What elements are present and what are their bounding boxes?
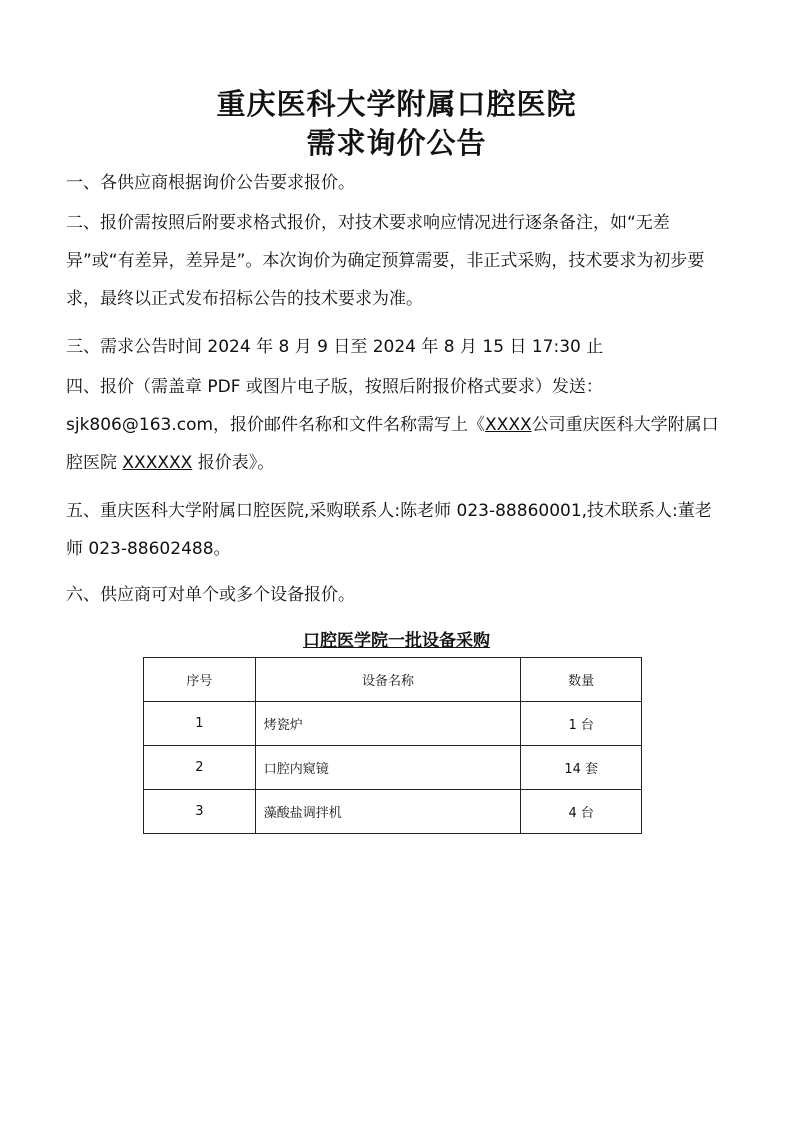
item-4-text-c: 报价表》。 [192,453,275,473]
table-row [144,790,642,834]
item-4-text-b: 公司重庆医科大学附属口腔医院 [66,415,719,473]
row-name: 口腔内窥镜 [255,746,521,790]
row-qty: 1 台 [521,702,642,746]
row-name: 藻酸盐调拌机 [255,790,521,834]
table-row [144,702,642,746]
company-placeholder: XXXX [485,415,532,435]
item-4-text-a: 四、报价（需盖章 PDF 或图片电子版，按照后附报价格式要求）发送：sjk806@163.com，报价邮件名称和文件名称需写上《 [66,377,603,435]
row-index: 2 [144,746,256,790]
item-6: 六、供应商可对单个或多个设备报价。 [66,585,355,605]
item-3: 三、需求公告时间 2024 年 8 月 9 日至 2024 年 8 月 15 日 17:30 止 [66,337,604,357]
page-subtitle: 需求询价公告 [306,126,487,160]
row-name: 烤瓷炉 [255,702,521,746]
page-title: 重庆医科大学附属口腔医院 [216,87,577,121]
equipment-table [143,657,642,834]
item-2: 二、报价需按照后附要求格式报价，对技术要求响应情况进行逐条备注，如“无差异”或“有差异，差异是”。本次询价为确定预算需要，非正式采购，技术要求为初步要求，最终以正式发布招标公告的技术要求为准。 [66,213,705,309]
row-qty: 14 套 [521,746,642,790]
header-index: 序号 [144,658,256,702]
header-name: 设备名称 [255,658,521,702]
project-placeholder: XXXXXX [122,453,193,473]
item-5: 五、重庆医科大学附属口腔医院,采购联系人:陈老师 023-88860001,技术联系人:董老师 023-88602488。 [66,501,712,559]
row-index: 3 [144,790,256,834]
item-4 [66,368,726,482]
table-row [144,746,642,790]
table-caption: 口腔医学院一批设备采购 [303,631,490,651]
table-header-row [144,658,642,702]
header-qty: 数量 [521,658,642,702]
row-qty: 4 台 [521,790,642,834]
item-1: 一、各供应商根据询价公告要求报价。 [66,173,355,193]
row-index: 1 [144,702,256,746]
